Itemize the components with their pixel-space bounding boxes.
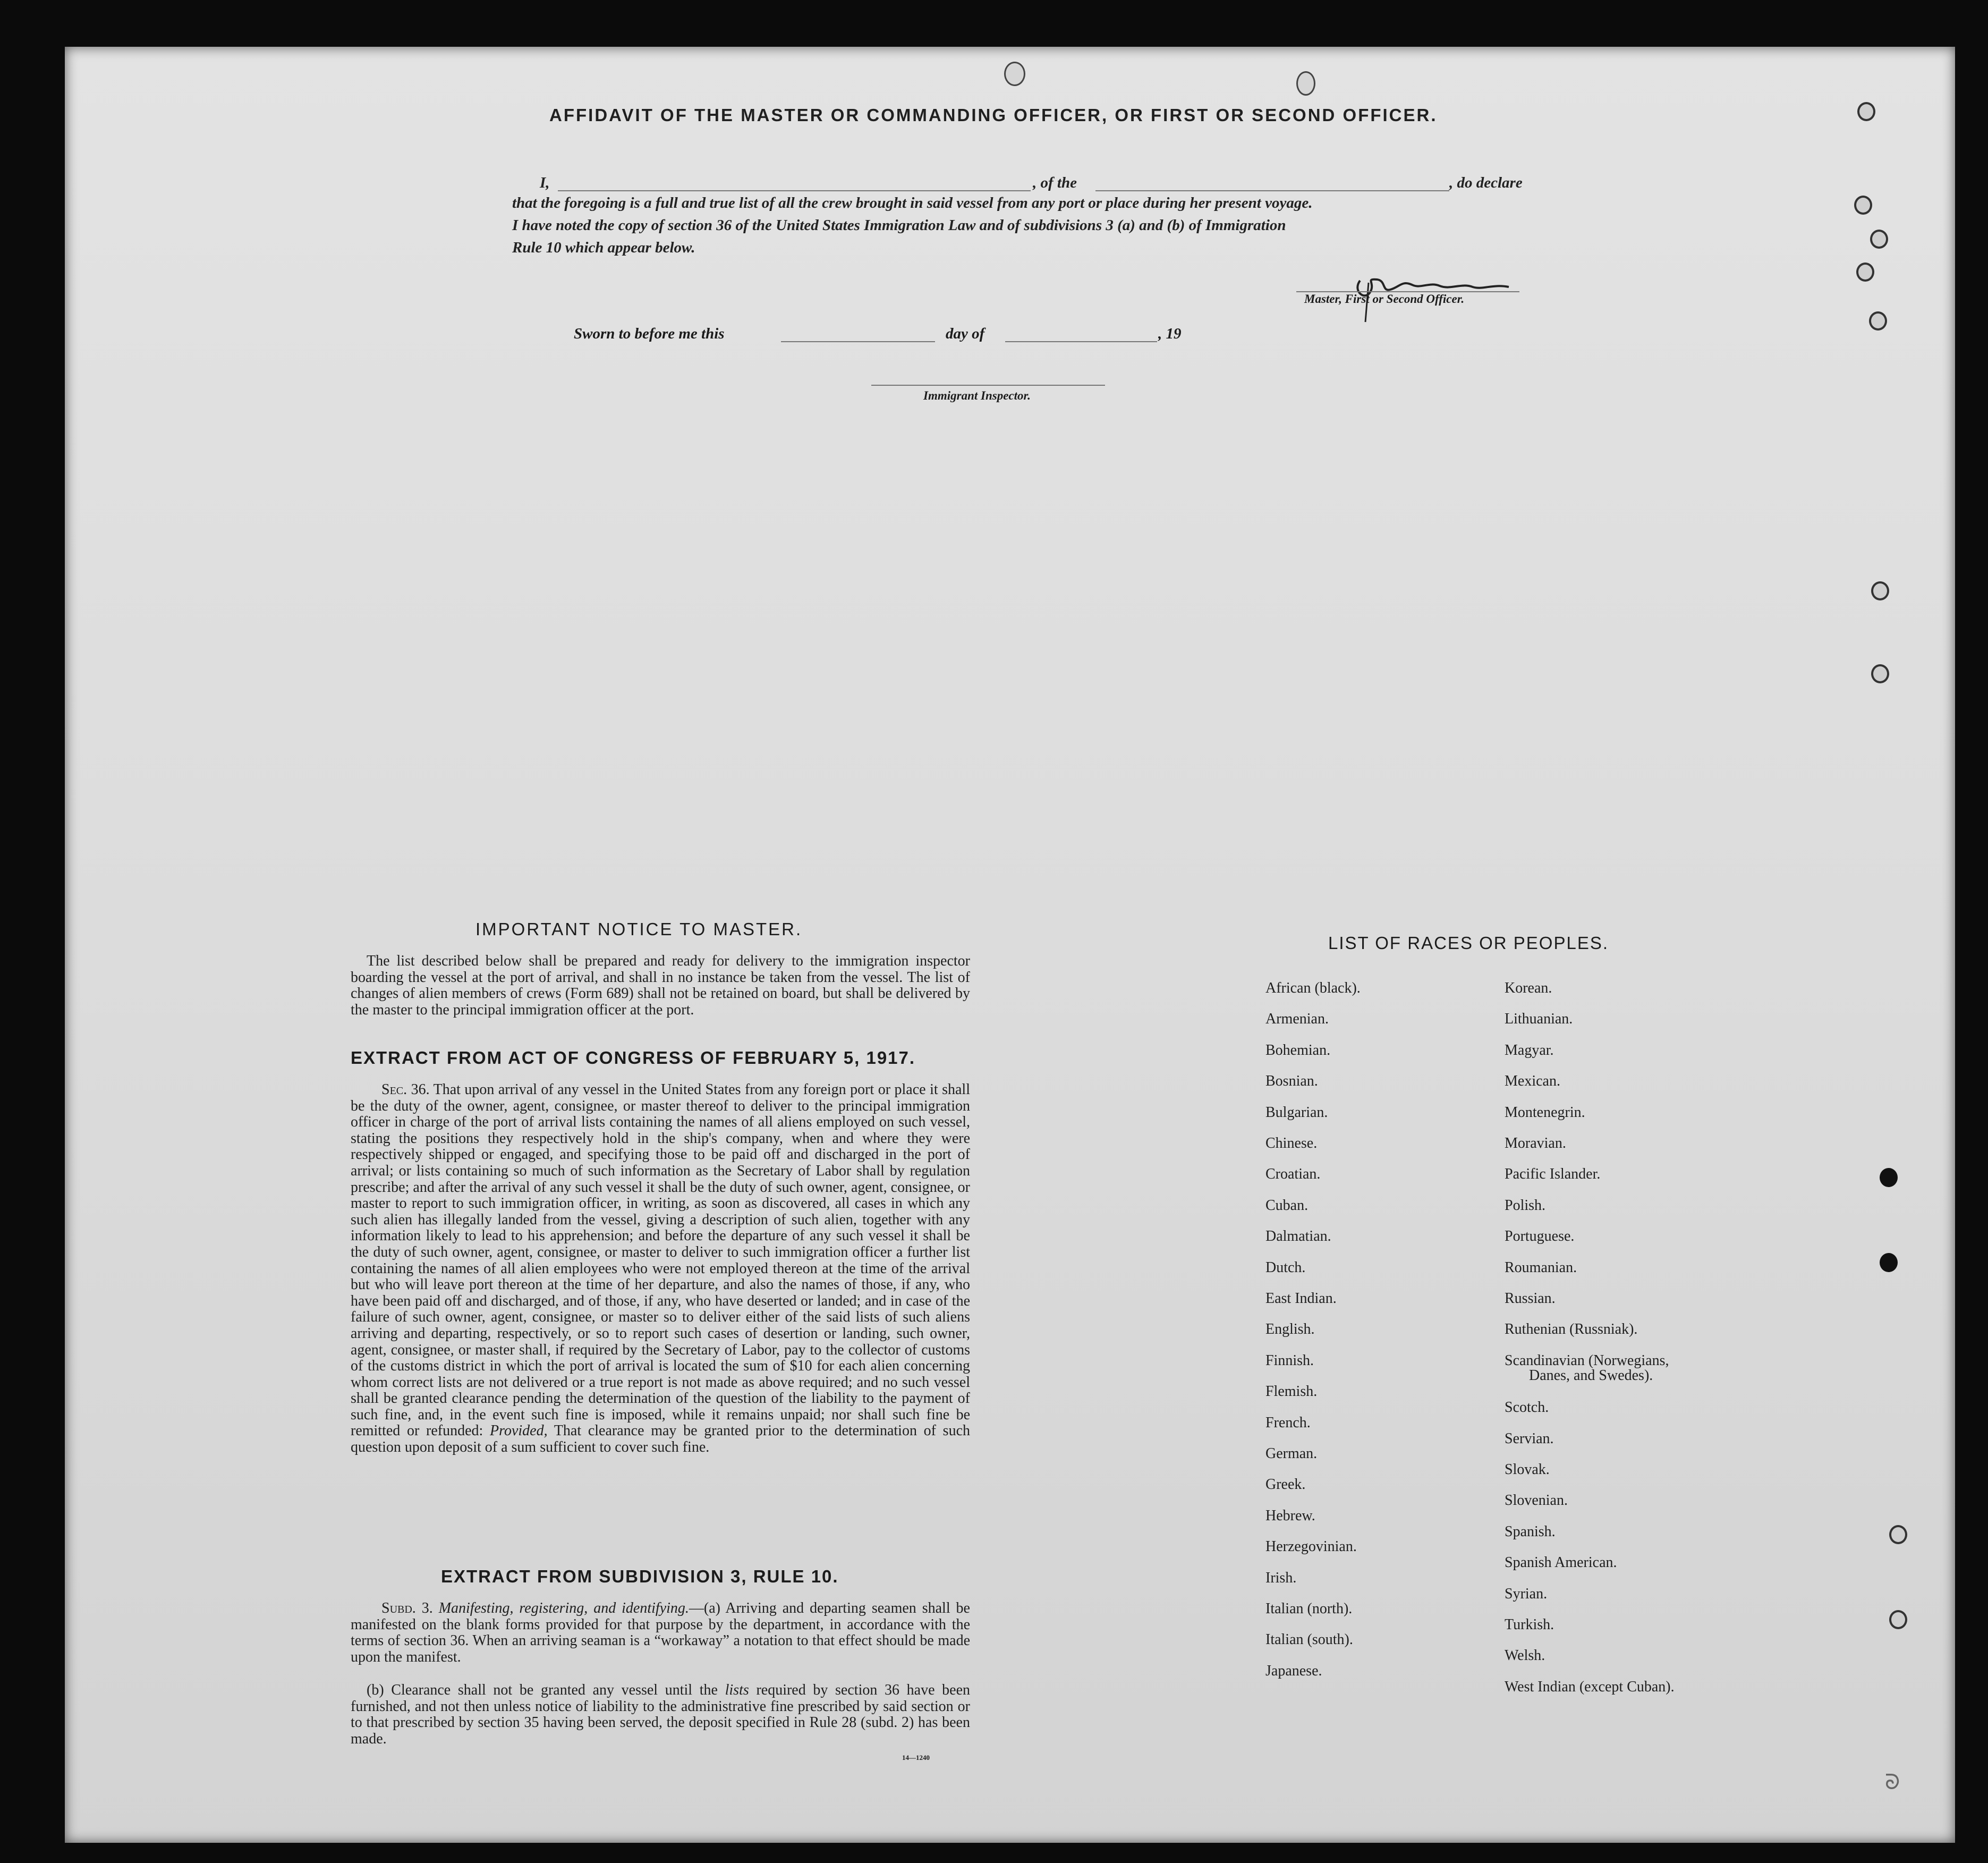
race-item: Polish. — [1505, 1197, 1546, 1214]
race-item: Scotch. — [1505, 1399, 1549, 1416]
section-36-text — [351, 1082, 970, 1557]
inspector-blank[interactable] — [871, 385, 1105, 386]
race-item: Syrian. — [1505, 1586, 1548, 1602]
year-label: , 19 — [1158, 325, 1182, 342]
race-item: Korean. — [1505, 980, 1552, 996]
punch-hole — [1889, 1610, 1907, 1629]
punch-hole — [1869, 311, 1887, 331]
subd-b-end: required by section 36 have been furnished, and not then unless notice of liability to the administrative fine prescribed by said section or to that prescribed by section 35 having been served, the deposit specified in Rule 28 (subd. 2) has been made. — [351, 1682, 971, 1747]
punch-hole — [1004, 62, 1025, 86]
subd-b-lists: lists — [725, 1682, 749, 1698]
affidavit-text: I have noted the copy of section 36 of the United States Immigration Law and of subdivisions 3 (a) and (b) of Immigration — [512, 217, 1286, 234]
race-item: Hebrew. — [1265, 1508, 1315, 1524]
race-item: Finnish. — [1265, 1352, 1314, 1369]
punch-hole — [1857, 102, 1875, 121]
race-item: Spanish American. — [1505, 1554, 1617, 1571]
races-heading: LIST OF RACES OR PEOPLES. — [1328, 933, 1609, 953]
race-item: Russian. — [1505, 1290, 1556, 1307]
punch-hole — [1871, 581, 1889, 600]
race-item: Flemish. — [1265, 1383, 1318, 1400]
vessel-blank[interactable] — [1095, 190, 1449, 191]
subdivision-a-text — [351, 1601, 970, 1665]
subdivision-b-text — [351, 1682, 970, 1747]
race-item: Greek. — [1265, 1476, 1306, 1493]
race-item: Turkish. — [1505, 1616, 1554, 1633]
punch-hole — [1854, 196, 1872, 215]
race-item: Bosnian. — [1265, 1073, 1318, 1089]
sworn-label: Sworn to before me this — [574, 325, 725, 342]
section-label: Sec. 36. — [381, 1081, 430, 1098]
affidavit-text: Rule 10 which appear below. — [512, 239, 695, 256]
subd-title: Manifesting, registering, and identifying. — [438, 1600, 689, 1616]
race-item: Portuguese. — [1505, 1228, 1575, 1244]
race-item: Croatian. — [1265, 1166, 1321, 1182]
race-item: Mexican. — [1505, 1073, 1560, 1089]
race-item: Montenegrin. — [1505, 1104, 1585, 1121]
subd-a-body: —(a) Arriving and departing seamen shall be manifested on the blank forms provided for that purpose by the department, in accordance with the terms of section 36. When an arriving seaman is a “workaway” a notation to that effect should be made upon the manifest. — [351, 1600, 970, 1665]
affidavit-text: I, — [540, 174, 550, 191]
section-body-end: That clearance may be granted prior to the determination of such question upon deposit of a sum sufficient to cover such fine. — [351, 1422, 970, 1456]
race-item: Italian (south). — [1265, 1631, 1353, 1648]
notice-text: The list described below shall be prepared and ready for delivery to the immigration inspector boarding the vessel at the port of arrival, and shall in no instance be taken from the vessel. The list of changes of alien members of crews (Form 689) shall not be retained on board, but shall be delivered by the master to the principal immigration officer at the port. — [351, 953, 970, 1018]
inspector-label: Immigrant Inspector. — [923, 389, 1031, 402]
race-item: English. — [1265, 1321, 1315, 1337]
race-item: Slovenian. — [1505, 1492, 1568, 1509]
punch-hole — [1870, 230, 1888, 249]
race-item: Welsh. — [1505, 1647, 1545, 1664]
race-item: Bohemian. — [1265, 1042, 1331, 1058]
race-item: Lithuanian. — [1505, 1011, 1573, 1027]
punch-hole — [1296, 71, 1315, 96]
affidavit-text: , do declare — [1449, 174, 1523, 191]
form-number: 14—1240 — [902, 1754, 930, 1762]
race-item: Bulgarian. — [1265, 1104, 1328, 1121]
race-item: West Indian (except Cuban). — [1505, 1679, 1675, 1695]
affidavit-title: AFFIDAVIT OF THE MASTER OR COMMANDING OFFICER, OR FIRST OR SECOND OFFICER. — [549, 105, 1438, 125]
race-item: Ruthenian (Russniak). — [1505, 1321, 1638, 1337]
subd-label: Subd. 3. — [381, 1600, 433, 1616]
punch-hole — [1880, 1253, 1898, 1272]
race-item: Italian (north). — [1265, 1601, 1353, 1617]
race-item: Scandinavian (Norwegians, — [1505, 1352, 1669, 1369]
race-item: German. — [1265, 1445, 1318, 1462]
rule-heading: EXTRACT FROM SUBDIVISION 3, RULE 10. — [441, 1566, 839, 1586]
punch-hole — [1856, 262, 1874, 282]
day-of-label: day of — [946, 325, 985, 342]
act-heading: EXTRACT FROM ACT OF CONGRESS OF FEBRUARY 5, 1917. — [351, 1048, 916, 1068]
race-item: Armenian. — [1265, 1011, 1329, 1027]
race-item: Pacific Islander. — [1505, 1166, 1601, 1182]
race-item: Irish. — [1265, 1570, 1297, 1586]
race-item: East Indian. — [1265, 1290, 1337, 1307]
name-blank[interactable] — [558, 190, 1031, 191]
page-mark: ᘐ — [1885, 1770, 1900, 1794]
race-item: Dutch. — [1265, 1259, 1306, 1276]
notice-heading: IMPORTANT NOTICE TO MASTER. — [475, 919, 803, 939]
master-label: Master, First or Second Officer. — [1304, 292, 1465, 306]
punch-hole — [1871, 664, 1889, 683]
race-item: Dalmatian. — [1265, 1228, 1331, 1244]
race-item: Herzegovinian. — [1265, 1538, 1357, 1555]
provided-word: Provided, — [490, 1422, 548, 1439]
race-item: Moravian. — [1505, 1135, 1566, 1151]
document-page — [65, 47, 1955, 1843]
race-item: Chinese. — [1265, 1135, 1318, 1151]
race-item: Cuban. — [1265, 1197, 1309, 1214]
race-item: Slovak. — [1505, 1461, 1550, 1478]
affidavit-text: that the foregoing is a full and true list of all the crew brought in said vessel from any port or place during her present voyage. — [512, 194, 1313, 211]
subd-b-start: (b) Clearance shall not be granted any vessel until the — [367, 1682, 718, 1698]
month-blank[interactable] — [1005, 341, 1157, 342]
race-item: Magyar. — [1505, 1042, 1554, 1058]
race-item: French. — [1265, 1415, 1311, 1431]
punch-hole — [1880, 1168, 1898, 1187]
punch-hole — [1889, 1525, 1907, 1544]
day-blank[interactable] — [781, 341, 935, 342]
section-body: That upon arrival of any vessel in the United States from any foreign port or place it shall be the duty of the owner, agent, consignee, or master thereof to deliver to the principal immigration officer in charge of the port of arrival lists containing the names of all aliens employed on such vessel, stating the positions they respectively hold in the ship's company, when and where they were respectively shipped or engaged, and specifying those to be paid off and discharged in the port of arrival; or lists containing so much of such information as the Secretary of Labor shall by regulation prescribe; and after the arrival of any such vessel it shall be the duty of such owner, agent, consignee, or master to report to such immigration officer, in writing, as soon as discovered, all cases in which any such alien has illegally landed from the vessel, giving a description of such alien, together with any information likely to lead to his apprehension; and before the departure of any such vessel it shall be the duty of such owner, agent, consignee, or master to deliver to such immigration officer a further list containing the names of all alien employees who were not employed thereon at the time of the arrival but who will leave port thereon at the time of her departure, and also the names of those, if any, who have been paid off and discharged, and of those, if any, who have deserted or landed; and in case of the failure of such owner, agent, consignee, or master so to deliver either of the said lists of such aliens arriving and departing, respectively, or so to report such cases of desertion or landing, such owner, agent, consignee, or master shall, if required by the Secretary of Labor, pay to the collector of customs of the customs district in which the port of arrival is located the sum of $10 for each alien concerning whom correct lists are not delivered or a true report is not made as above required; and no such vessel shall be granted clearance pending the determination of the question of the liability to the payment of such fine, and, in the event such fine is imposed, while it remains unpaid; nor shall such fine be remitted or refunded: — [351, 1081, 970, 1439]
race-item: Spanish. — [1505, 1523, 1556, 1540]
race-item: Servian. — [1505, 1430, 1554, 1447]
race-item: Japanese. — [1265, 1663, 1322, 1679]
race-item: African (black). — [1265, 980, 1361, 996]
affidavit-text: , of the — [1033, 174, 1077, 191]
race-item: Roumanian. — [1505, 1259, 1577, 1276]
race-item: Danes, and Swedes). — [1529, 1367, 1653, 1384]
